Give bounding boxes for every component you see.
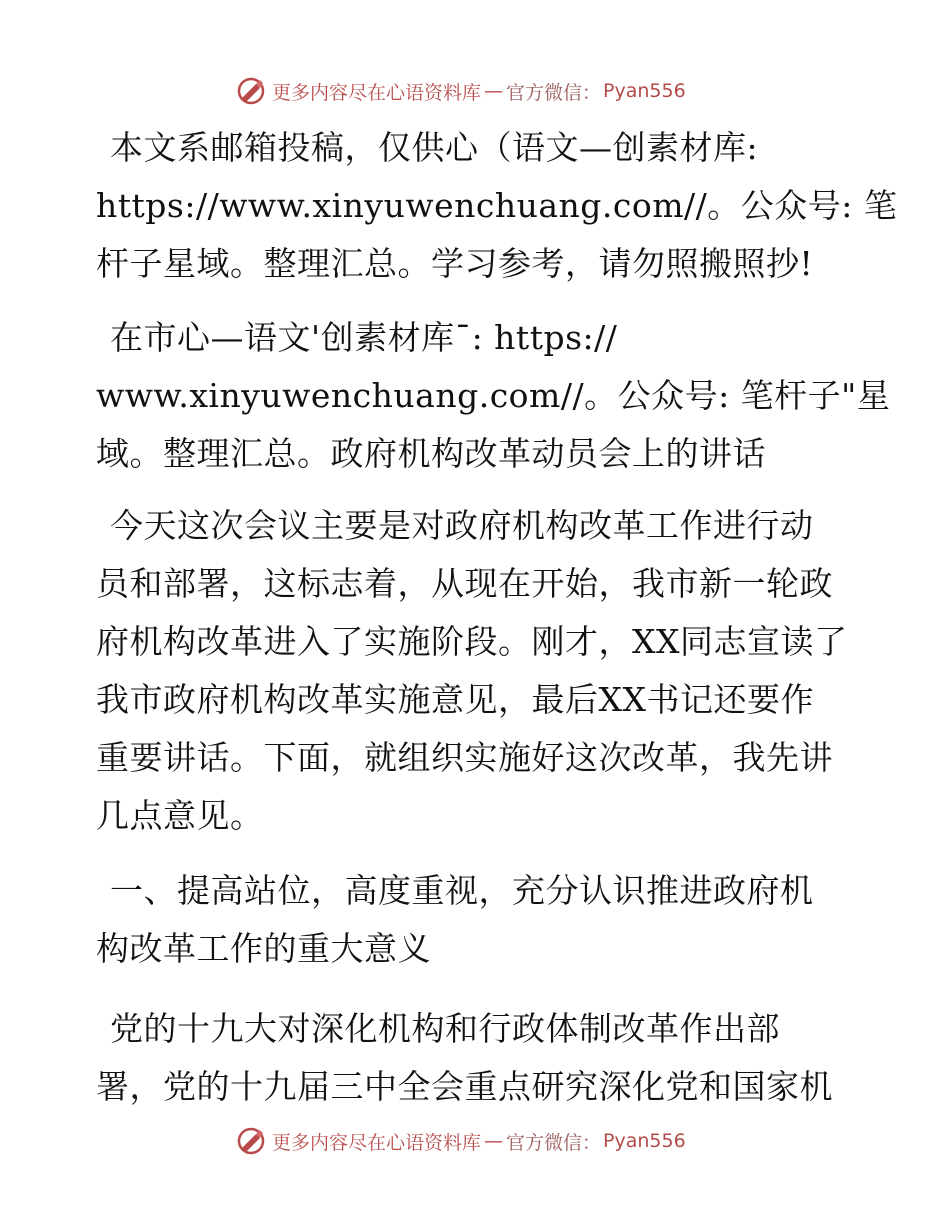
text-line: 域。整理汇总。政府机构改革动员会上的讲话 <box>96 434 766 473</box>
text-line: 署，党的十九届三中全会重点研究深化党和国家机 <box>96 1067 833 1106</box>
text-line: 今天这次会议主要是对政府机构改革工作进行动 <box>110 506 814 545</box>
text-line: 府机构改革进入了实施阶段。刚才，XX同志宣读了 <box>96 622 848 661</box>
text-line: https://www.xinyuwenchuang.com//。公众号: 笔 <box>96 186 898 225</box>
wechat-label: 官方微信： <box>506 81 602 104</box>
text-line: 杆子星域。整理汇总。学习参考，请勿照搬照抄! <box>96 244 814 283</box>
text-line: 重要讲话。下面，就组织实施好这次改革，我先讲 <box>96 738 833 777</box>
paragraph-5 <box>96 1000 856 1116</box>
paragraph-1 <box>96 119 898 293</box>
text-line: 员和部署，这标志着，从现在开始，我市新一轮政 <box>96 564 833 603</box>
pen-logo-icon <box>236 1126 266 1156</box>
wechat-id: Pyan556 <box>603 1130 686 1152</box>
paragraph-3 <box>96 497 856 845</box>
watermark-separator: — <box>484 80 504 102</box>
watermark-text: 更多内容尽在心语资料库 <box>272 81 482 104</box>
section-heading <box>96 862 856 978</box>
watermark-text: 更多内容尽在心语资料库 <box>272 1131 482 1154</box>
text-line: 一、提高站位，高度重视，充分认识推进政府机 <box>110 871 814 910</box>
wechat-id: Pyan556 <box>603 80 686 102</box>
text-line: 我市政府机构改革实施意见，最后XX书记还要作 <box>96 680 814 719</box>
wechat-label: 官方微信： <box>506 1131 602 1154</box>
text-line: 构改革工作的重大意义 <box>96 929 431 968</box>
text-line: 本文系邮箱投稿，仅供心（语文—创素材库: <box>110 128 759 167</box>
text-line: 几点意见。 <box>96 796 264 835</box>
text-line: 在市心—语文'创素材库¯: https:// <box>110 318 618 357</box>
text-line: 党的十九大对深化机构和行政体制改革作出部 <box>110 1009 780 1048</box>
watermark-separator: — <box>484 1130 504 1152</box>
paragraph-2 <box>96 309 891 483</box>
text-line: www.xinyuwenchuang.com//。公众号: 笔杆子"星 <box>96 376 891 415</box>
pen-logo-icon <box>236 76 266 106</box>
footer-watermark <box>236 1124 686 1158</box>
header-watermark <box>236 74 686 108</box>
